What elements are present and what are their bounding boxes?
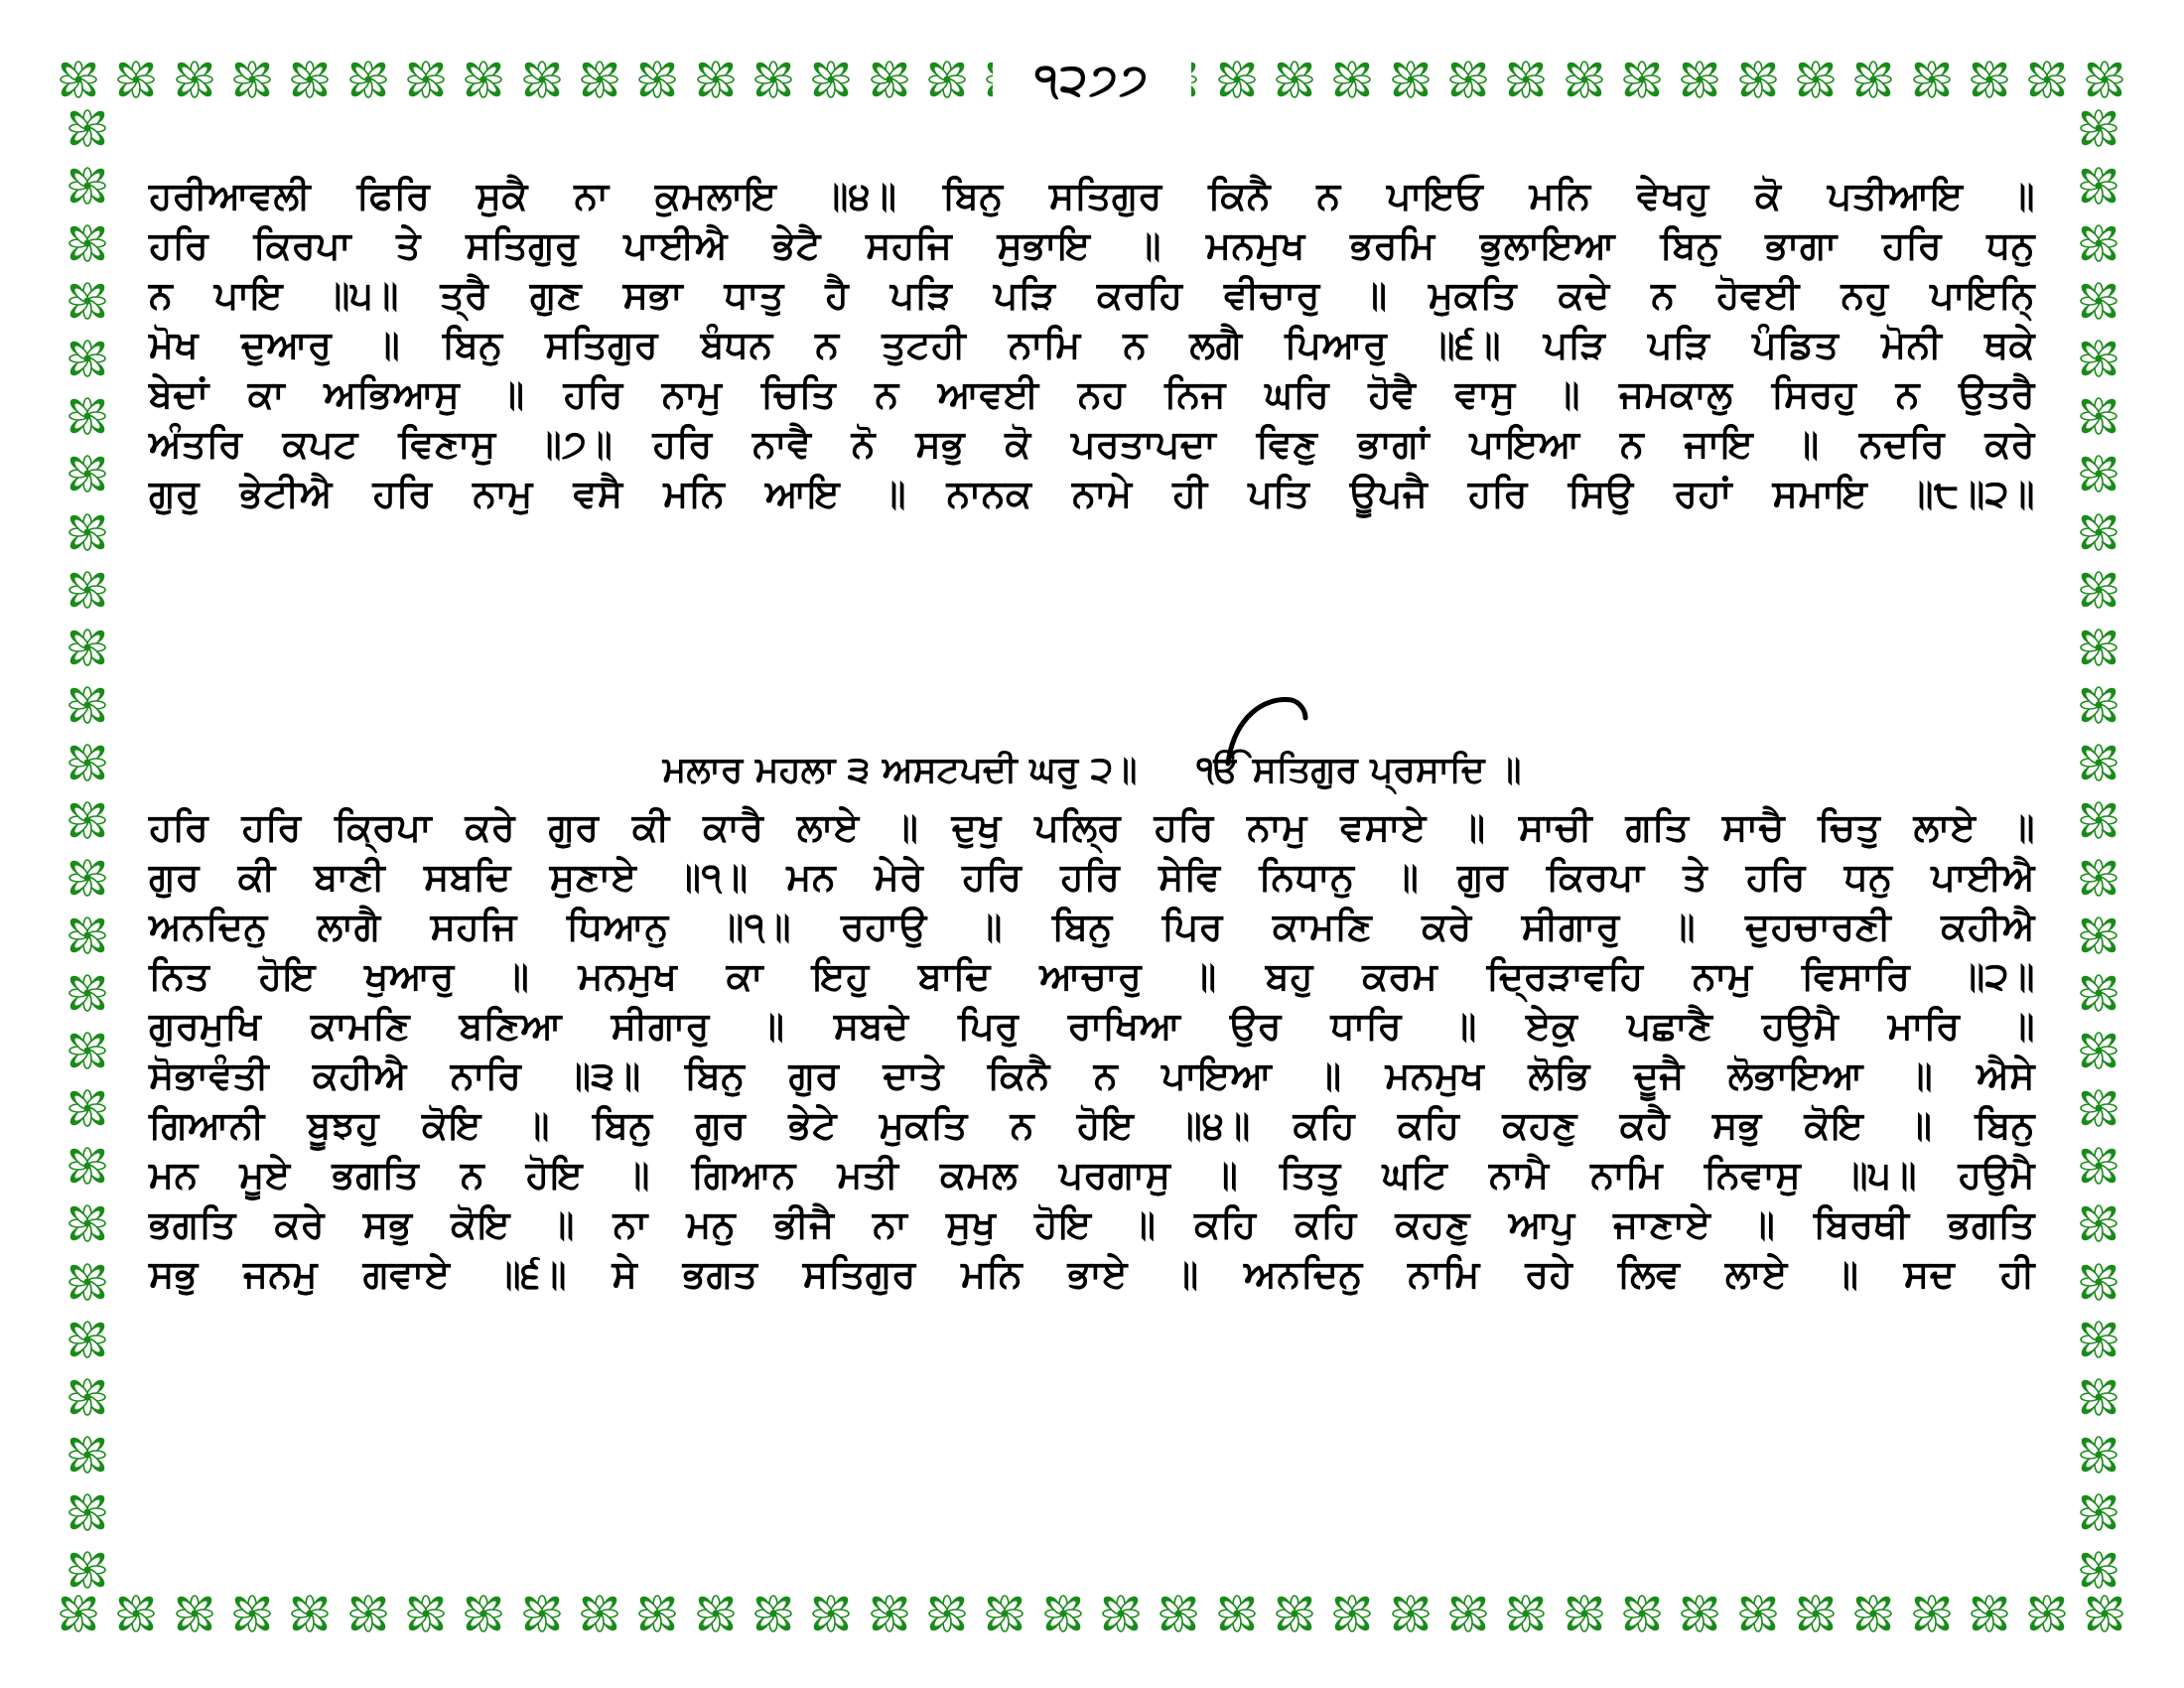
flower-icon <box>64 335 111 382</box>
verse-line: ਬੇਦਾਂ ਕਾ ਅਭਿਆਸੁ ॥ ਹਰਿ ਨਾਮੁ ਚਿਤਿ ਨ ਆਵਈ ਨਹ ਨਿਜ ਘਰਿ ਹੋਵੈ ਵਾਸੁ ॥ ਜਮਕਾਲੁ ਸਿਰਹੁ ਨ ਉਤਰੈ <box>149 372 2035 416</box>
flower-icon <box>1561 1590 1608 1637</box>
flower-icon <box>402 56 450 103</box>
flower-icon <box>2075 1142 2122 1190</box>
flower-icon <box>1561 56 1608 103</box>
flower-icon <box>286 1590 334 1637</box>
flower-icon <box>2075 681 2122 729</box>
flower-icon <box>2075 1027 2122 1074</box>
flower-icon <box>1444 1590 1492 1637</box>
flower-icon <box>2075 739 2122 786</box>
verse-line: ਸਭੁ ਜਨਮੁ ਗਵਾਏ ॥੬॥ ਸੇ ਭਗਤ ਸਤਿਗੁਰ ਮਨਿ ਭਾਏ ॥ ਅਨਦਿਨੁ ਨਾਮਿ ਰਹੇ ਲਿਵ ਲਾਏ ॥ ਸਦ ਹੀ <box>149 1252 2035 1296</box>
flower-icon <box>112 1590 160 1637</box>
flower-icon <box>64 508 111 556</box>
flower-icon <box>2075 1084 2122 1132</box>
flower-icon <box>64 1316 111 1363</box>
flower-icon <box>1328 1590 1376 1637</box>
flower-icon <box>1502 56 1550 103</box>
flower-icon <box>64 854 111 902</box>
flower-icon <box>750 56 797 103</box>
flower-icon <box>1734 1590 1782 1637</box>
flower-icon <box>1966 1590 2013 1637</box>
flower-icon <box>2081 1590 2128 1637</box>
flower-icon <box>64 450 111 497</box>
raag-heading: ਮਲਾਰ ਮਹਲਾ ੩ ਅਸਟਪਦੀ ਘਰੁ ੨॥ <box>662 750 1138 790</box>
flower-icon <box>2075 1431 2122 1478</box>
flower-icon <box>1792 56 1840 103</box>
flower-icon <box>807 1590 855 1637</box>
flower-icon <box>2075 566 2122 614</box>
flower-icon <box>112 56 160 103</box>
flower-icon <box>64 104 111 152</box>
flower-icon <box>1618 56 1666 103</box>
verse-line: ਹਰਿ ਹਰਿ ਕ੍ਰਿਪਾ ਕਰੇ ਗੁਰ ਕੀ ਕਾਰੈ ਲਾਏ ॥ ਦੁਖੁ ਪਲ੍ਰਿ ਹਰਿ ਨਾਮੁ ਵਸਾਏ ॥ ਸਾਚੀ ਗਤਿ ਸਾਚੈ ਚਿਤੁ ਲਾਏ ॥ <box>149 805 2035 849</box>
flower-icon <box>64 1027 111 1074</box>
flower-icon <box>1676 1590 1723 1637</box>
flower-icon <box>2075 1373 2122 1421</box>
flower-icon <box>64 681 111 729</box>
flower-icon <box>55 1590 102 1637</box>
flower-icon <box>1039 1590 1087 1637</box>
verse-line: ਮੋਖ ਦੁਆਰੁ ॥ ਬਿਨੁ ਸਤਿਗੁਰ ਬੰਧਨ ਨ ਤੁਟਹੀ ਨਾਮਿ ਨ ਲਗੈ ਪਿਆਰੁ ॥੬॥ ਪੜਿ ਪੜਿ ਪੰਡਿਤ ਮੋਨੀ ਥਕੇ <box>149 323 2035 366</box>
flower-icon <box>64 566 111 614</box>
flower-icon <box>1502 1590 1550 1637</box>
verse-line: ਅਨਦਿਨੁ ਲਾਗੈ ਸਹਜਿ ਧਿਆਨੁ ॥੧॥ ਰਹਾਉ ॥ ਬਿਨੁ ਪਿਰ ਕਾਮਣਿ ਕਰੇ ਸੀਗਾਰੁ ॥ ਦੁਹਚਾਰਣੀ ਕਹੀਐ <box>149 905 2035 948</box>
flower-icon <box>1734 56 1782 103</box>
flower-icon <box>2075 854 2122 902</box>
verse-line: ਨਿਤ ਹੋਇ ਖੁਆਰੁ ॥ ਮਨਮੁਖ ਕਾ ਇਹੁ ਬਾਦਿ ਆਚਾਰੁ ॥ ਬਹੁ ਕਰਮ ਦ੍ਰਿੜਾਵਹਿ ਨਾਮੁ ਵਿਸਾਰਿ ॥੨॥ <box>149 954 2035 998</box>
flower-icon <box>1618 1590 1666 1637</box>
flower-icon <box>1213 1590 1261 1637</box>
flower-icon <box>460 1590 507 1637</box>
verse-line: ਹਰੀਆਵਲੀ ਫਿਰਿ ਸੁਕੈ ਨਾ ਕੁਮਲਾਇ ॥੪॥ ਬਿਨੁ ਸਤਿਗੁਰ ਕਿਨੈ ਨ ਪਾਇਓ ਮਨਿ ਵੇਖਹੁ ਕੋ ਪਤੀਆਇ ॥ <box>149 174 2035 217</box>
flower-icon <box>1908 56 1956 103</box>
flower-icon <box>1097 1590 1145 1637</box>
section-heading <box>149 743 2035 798</box>
verse-line: ਭਗਤਿ ਕਰੇ ਸਭੁ ਕੋਇ ॥ ਨਾ ਮਨੁ ਭੀਜੈ ਨਾ ਸੁਖੁ ਹੋਇ ॥ ਕਹਿ ਕਹਿ ਕਹਣੁ ਆਪੁ ਜਾਣਾਏ ॥ ਬਿਰਥੀ ਭਗਤਿ <box>149 1202 2035 1246</box>
page-number-box <box>993 50 1191 109</box>
flower-icon <box>64 1258 111 1306</box>
flower-icon <box>2075 969 2122 1017</box>
flower-icon <box>2075 392 2122 440</box>
flower-icon <box>1849 1590 1897 1637</box>
flower-icon <box>64 912 111 959</box>
flower-icon <box>2075 219 2122 267</box>
flower-icon <box>1271 1590 1318 1637</box>
flower-icon <box>633 1590 681 1637</box>
flower-icon <box>64 1142 111 1190</box>
verses-section-1 <box>149 171 2035 518</box>
flower-icon <box>2075 162 2122 210</box>
flower-icon <box>1328 56 1376 103</box>
flower-icon <box>1213 56 1261 103</box>
flower-icon <box>2075 912 2122 959</box>
verse-line: ਮਨ ਮੂਏ ਭਗਤਿ ਨ ਹੋਇ ॥ ਗਿਆਨ ਮਤੀ ਕਮਲ ਪਰਗਾਸੁ ॥ ਤਿਤੁ ਘਟਿ ਨਾਮੈ ਨਾਮਿ ਨਿਵਾਸੁ ॥੫॥ ਹਉਮੈ <box>149 1153 2035 1196</box>
flower-icon <box>2075 335 2122 382</box>
flower-icon <box>750 1590 797 1637</box>
flower-icon <box>576 56 623 103</box>
flower-icon <box>2075 1546 2122 1594</box>
mool-mantar-invocation <box>1196 750 1521 791</box>
flower-icon <box>64 277 111 325</box>
floral-border-right <box>2069 104 2128 1594</box>
verses-section-2 <box>149 802 2035 1299</box>
flower-icon <box>344 1590 392 1637</box>
flower-icon <box>1387 1590 1434 1637</box>
flower-icon <box>64 1488 111 1536</box>
flower-icon <box>2075 796 2122 844</box>
page-number: ੧੨੭੭ <box>1033 54 1151 105</box>
verse-line: ਹਰਿ ਕਿਰਪਾ ਤੇ ਸਤਿਗੁਰੁ ਪਾਈਐ ਭੇਟੈ ਸਹਜਿ ਸੁਭਾਇ ॥ ਮਨਮੁਖ ਭਰਮਿ ਭੁਲਾਇਆ ਬਿਨੁ ਭਾਗਾ ਹਰਿ ਧਨੁ <box>149 223 2035 267</box>
flower-icon <box>1966 56 2013 103</box>
flower-icon <box>518 56 566 103</box>
flower-icon <box>2081 56 2128 103</box>
flower-icon <box>692 1590 740 1637</box>
flower-icon <box>1792 1590 1840 1637</box>
verse-line: ਸੋਭਾਵੰਤੀ ਕਹੀਐ ਨਾਰਿ ॥੩॥ ਬਿਨੁ ਗੁਰ ਦਾਤੇ ਕਿਨੈ ਨ ਪਾਇਆ ॥ ਮਨਮੁਖ ਲੋਭਿ ਦੂਜੈ ਲੋਭਾਇਆ ॥ ਐਸੇ <box>149 1054 2035 1097</box>
flower-icon <box>576 1590 623 1637</box>
flower-icon <box>55 56 102 103</box>
flower-icon <box>1444 56 1492 103</box>
flower-icon <box>2075 1258 2122 1306</box>
flower-icon <box>1387 56 1434 103</box>
flower-icon <box>402 1590 450 1637</box>
flower-icon <box>64 624 111 671</box>
flower-icon <box>1849 56 1897 103</box>
ik-onkar-arc-icon <box>1222 688 1311 768</box>
flower-icon <box>64 1546 111 1594</box>
flower-icon <box>2075 450 2122 497</box>
flower-icon <box>518 1590 566 1637</box>
flower-icon <box>2075 277 2122 325</box>
flower-icon <box>2075 624 2122 671</box>
flower-icon <box>1676 56 1723 103</box>
flower-icon <box>2075 104 2122 152</box>
flower-icon <box>64 739 111 786</box>
flower-icon <box>2075 1488 2122 1536</box>
verse-line: ਗੁਰ ਕੀ ਬਾਣੀ ਸਬਦਿ ਸੁਣਾਏ ॥੧॥ ਮਨ ਮੇਰੇ ਹਰਿ ਹਰਿ ਸੇਵਿ ਨਿਧਾਨੁ ॥ ਗੁਰ ਕਿਰਪਾ ਤੇ ਹਰਿ ਧਨੁ ਪਾਈਐ <box>149 855 2035 899</box>
flower-icon <box>64 796 111 844</box>
flower-icon <box>171 1590 218 1637</box>
flower-icon <box>2023 1590 2071 1637</box>
flower-icon <box>64 969 111 1017</box>
flower-icon <box>64 1084 111 1132</box>
verse-line: ਗੁਰਮੁਖਿ ਕਾਮਣਿ ਬਣਿਆ ਸੀਗਾਰੁ ॥ ਸਬਦੇ ਪਿਰੁ ਰਾਖਿਆ ਉਰ ਧਾਰਿ ॥ ਏਕੁ ਪਛਾਣੈ ਹਉਮੈ ਮਾਰਿ ॥ <box>149 1004 2035 1048</box>
flower-icon <box>64 1431 111 1478</box>
flower-icon <box>2023 56 2071 103</box>
flower-icon <box>460 56 507 103</box>
flower-icon <box>64 392 111 440</box>
verse-line: ਨ ਪਾਇ ॥੫॥ ਤ੍ਰੈ ਗੁਣ ਸਭਾ ਧਾਤੁ ਹੈ ਪੜਿ ਪੜਿ ਕਰਹਿ ਵੀਚਾਰੁ ॥ ਮੁਕਤਿ ਕਦੇ ਨ ਹੋਵਈ ਨਹੁ ਪਾਇਨਿ੍ <box>149 273 2035 317</box>
verse-line: ਗਿਆਨੀ ਬੂਝਹੁ ਕੋਇ ॥ ਬਿਨੁ ਗੁਰ ਭੇਟੇ ਮੁਕਤਿ ਨ ਹੋਇ ॥੪॥ ਕਹਿ ਕਹਿ ਕਹਣੁ ਕਹੈ ਸਭੁ ਕੋਇ ॥ ਬਿਨੁ <box>149 1103 2035 1147</box>
verse-line: ਗੁਰੁ ਭੇਟੀਐ ਹਰਿ ਨਾਮੁ ਵਸੈ ਮਨਿ ਆਇ ॥ ਨਾਨਕ ਨਾਮੇ ਹੀ ਪਤਿ ਊਪਜੈ ਹਰਿ ਸਿਉ ਰਹਾਂ ਸਮਾਇ ॥੮॥੨॥ <box>149 472 2035 515</box>
flower-icon <box>807 56 855 103</box>
flower-icon <box>228 1590 276 1637</box>
verse-line: ਅੰਤਰਿ ਕਪਟ ਵਿਣਾਸੁ ॥੭॥ ਹਰਿ ਨਾਵੈ ਨੋ ਸਭੁ ਕੋ ਪਰਤਾਪਦਾ ਵਿਣੁ ਭਾਗਾਂ ਪਾਇਆ ਨ ਜਾਇ ॥ ਨਦਰਿ ਕਰੇ <box>149 422 2035 466</box>
flower-icon <box>1155 1590 1202 1637</box>
flower-icon <box>64 1199 111 1247</box>
flower-icon <box>866 1590 913 1637</box>
flower-icon <box>64 219 111 267</box>
flower-icon <box>171 56 218 103</box>
flower-icon <box>692 56 740 103</box>
flower-icon <box>64 162 111 210</box>
flower-icon <box>923 1590 971 1637</box>
flower-icon <box>1271 56 1318 103</box>
floral-border-bottom <box>55 1584 2129 1643</box>
flower-icon <box>344 56 392 103</box>
flower-icon <box>866 56 913 103</box>
flower-icon <box>2075 508 2122 556</box>
floral-border-left <box>58 104 117 1594</box>
flower-icon <box>286 56 334 103</box>
flower-icon <box>2075 1199 2122 1247</box>
flower-icon <box>2075 1316 2122 1363</box>
flower-icon <box>981 1590 1028 1637</box>
flower-icon <box>64 1373 111 1421</box>
flower-icon <box>1908 1590 1956 1637</box>
flower-icon <box>633 56 681 103</box>
invocation-text: ੴ ਸਤਿਗੁਰ ਪ੍ਰਸਾਦਿ ॥ <box>1196 750 1522 790</box>
flower-icon <box>228 56 276 103</box>
flower-icon <box>923 56 971 103</box>
